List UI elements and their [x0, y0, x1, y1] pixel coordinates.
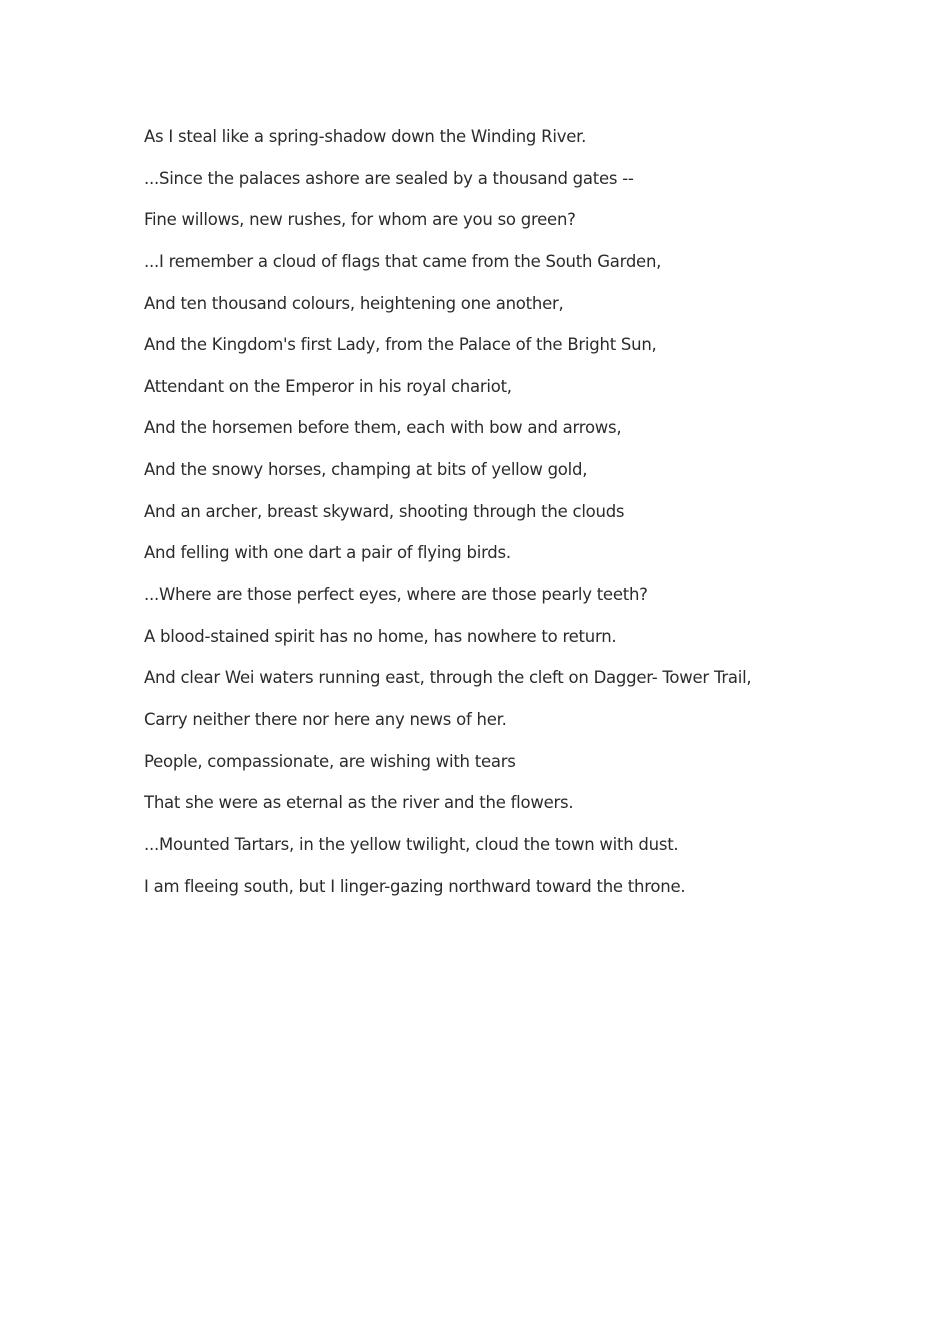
- poem-line: Fine willows, new rushes, for whom are you so green?: [144, 210, 576, 230]
- poem-line: Carry neither there nor here any news of her.: [144, 709, 507, 729]
- poem-line: ...Where are those perfect eyes, where are those pearly teeth?: [144, 585, 648, 605]
- poem-line: And the horsemen before them, each with bow and arrows,: [144, 418, 622, 438]
- poem-line: Attendant on the Emperor in his royal chariot,: [144, 376, 512, 396]
- poem-line: And clear Wei waters running east, through the cleft on Dagger- Tower Trail,: [144, 668, 752, 688]
- poem-line: ...Mounted Tartars, in the yellow twilight, cloud the town with dust.: [144, 834, 679, 854]
- poem-line: ...I remember a cloud of flags that came from the South Garden,: [144, 251, 662, 271]
- poem-line: And ten thousand colours, heightening one another,: [144, 293, 564, 313]
- poem-line: And the Kingdom's first Lady, from the Palace of the Bright Sun,: [144, 335, 657, 355]
- poem-line: And felling with one dart a pair of flying birds.: [144, 543, 511, 563]
- poem-line: I am fleeing south, but I linger-gazing northward toward the throne.: [144, 876, 686, 896]
- poem-line: A blood-stained spirit has no home, has nowhere to return.: [144, 626, 617, 646]
- poem-line: As I steal like a spring-shadow down the Winding River.: [144, 127, 587, 146]
- poem-line: And an archer, breast skyward, shooting through the clouds: [144, 501, 625, 521]
- poem-line: That she were as eternal as the river and the flowers.: [144, 793, 574, 813]
- poem-line: And the snowy horses, champing at bits of yellow gold,: [144, 460, 588, 480]
- poem-line: ...Since the palaces ashore are sealed by a thousand gates --: [144, 168, 634, 188]
- poem-text: [144, 124, 884, 915]
- poem-line: People, compassionate, are wishing with tears: [144, 751, 516, 771]
